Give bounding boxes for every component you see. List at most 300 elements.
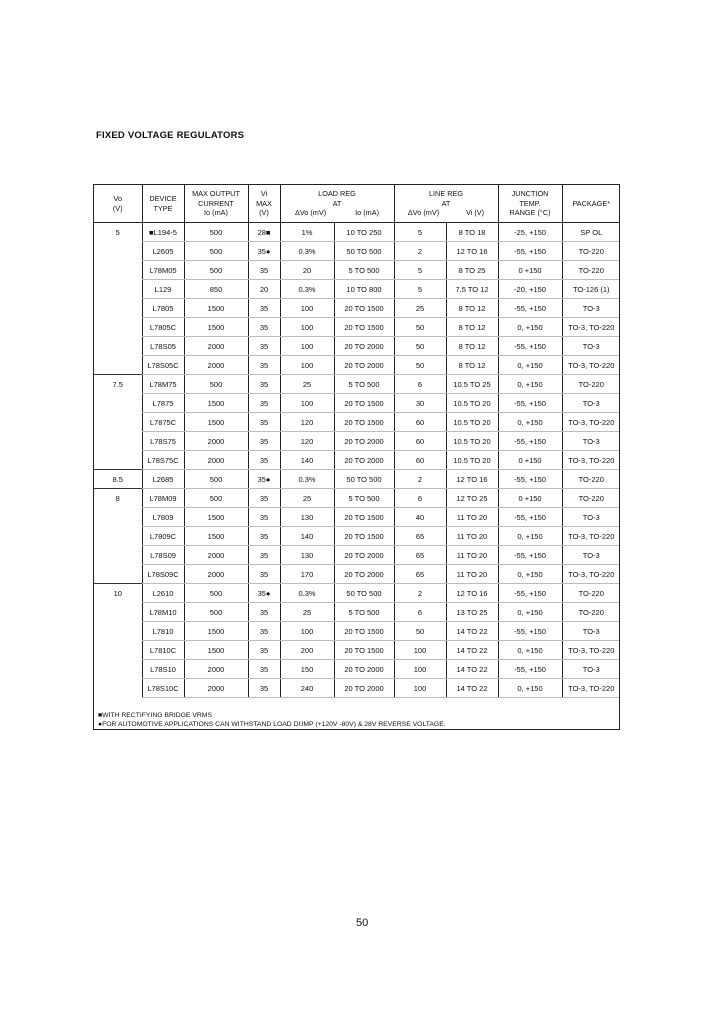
cell-load-io: 10 TO 800	[334, 280, 394, 299]
table-row	[94, 318, 620, 337]
cell-temp: 0, +150	[498, 375, 562, 394]
cell-line-vi: 8 TO 12	[446, 318, 498, 337]
cell-device: L7810C	[142, 641, 184, 660]
cell-maxout: 850	[184, 280, 248, 299]
cell-maxout: 500	[184, 242, 248, 261]
cell-device: ■L194-5	[142, 223, 184, 242]
cell-line-dv: 40	[394, 508, 446, 527]
cell-maxout: 1500	[184, 622, 248, 641]
cell-vi: 35●	[248, 470, 280, 489]
cell-vi: 35	[248, 565, 280, 584]
cell-load-io: 50 TO 500	[334, 242, 394, 261]
cell-temp: -55, +150	[498, 660, 562, 679]
cell-package: TO-3	[562, 660, 620, 679]
cell-temp: -55, +150	[498, 394, 562, 413]
cell-vo	[94, 299, 142, 318]
cell-temp: -55, +150	[498, 242, 562, 261]
cell-line-vi: 10.5 TO 20	[446, 413, 498, 432]
table-row	[94, 261, 620, 280]
header-line-vi: Vi (V)	[465, 208, 485, 218]
table-row	[94, 508, 620, 527]
header-vi-max	[248, 185, 280, 223]
cell-package: TO-3, TO-220	[562, 679, 620, 698]
cell-vi: 28■	[248, 223, 280, 242]
cell-package: TO-3, TO-220	[562, 451, 620, 470]
table-row	[94, 375, 620, 394]
cell-load-io: 5 TO 500	[334, 489, 394, 508]
table-row	[94, 470, 620, 489]
cell-line-vi: 12 TO 16	[446, 584, 498, 603]
cell-load-dv: 130	[280, 546, 334, 565]
cell-load-io: 20 TO 1500	[334, 318, 394, 337]
cell-temp: 0, +150	[498, 413, 562, 432]
cell-vo	[94, 413, 142, 432]
cell-line-dv: 60	[394, 451, 446, 470]
cell-load-io: 20 TO 1500	[334, 299, 394, 318]
cell-line-dv: 100	[394, 679, 446, 698]
header-vi-line2: MAX	[256, 198, 272, 208]
cell-device: L78M10	[142, 603, 184, 622]
cell-temp: 0 +150	[498, 261, 562, 280]
header-junction-temp	[498, 185, 562, 223]
cell-device: L78S05	[142, 337, 184, 356]
cell-temp: -55, +150	[498, 299, 562, 318]
cell-line-vi: 7.5 TO 12	[446, 280, 498, 299]
cell-maxout: 1500	[184, 394, 248, 413]
header-package-label: PACKAGE*	[572, 198, 611, 208]
cell-maxout: 2000	[184, 546, 248, 565]
cell-maxout: 2000	[184, 451, 248, 470]
cell-vo	[94, 451, 142, 470]
cell-package: TO-3, TO-220	[562, 565, 620, 584]
cell-vi: 35	[248, 318, 280, 337]
cell-load-io: 20 TO 1500	[334, 413, 394, 432]
cell-vi: 35	[248, 622, 280, 641]
cell-line-vi: 14 TO 22	[446, 622, 498, 641]
cell-load-io: 20 TO 1500	[334, 641, 394, 660]
cell-temp: -55, +150	[498, 432, 562, 451]
note-automotive: ●FOR AUTOMOTIVE APPLICATIONS CAN WITHSTAND LOAD DUMP (+120V -80V) & 28V REVERSE VOLTAGE.	[98, 721, 446, 728]
table-row	[94, 432, 620, 451]
header-max-output-line1: MAX OUTPUT	[192, 189, 240, 199]
cell-temp: -55, +150	[498, 508, 562, 527]
cell-device: L78S09	[142, 546, 184, 565]
table-notes	[98, 711, 446, 729]
cell-load-io: 10 TO 250	[334, 223, 394, 242]
cell-package: TO-3	[562, 508, 620, 527]
table-row	[94, 546, 620, 565]
table-row	[94, 584, 620, 603]
cell-temp: 0, +150	[498, 356, 562, 375]
cell-device: L7809	[142, 508, 184, 527]
header-line-reg	[394, 185, 498, 223]
cell-temp: -20, +150	[498, 280, 562, 299]
cell-device: L78S75	[142, 432, 184, 451]
header-vo-unit: (V)	[112, 203, 123, 213]
cell-vo	[94, 622, 142, 641]
cell-vi: 35	[248, 356, 280, 375]
cell-maxout: 1500	[184, 508, 248, 527]
cell-maxout: 500	[184, 470, 248, 489]
cell-maxout: 500	[184, 261, 248, 280]
cell-maxout: 500	[184, 584, 248, 603]
header-load-line1: LOAD REG	[318, 189, 356, 199]
header-load-line2: AT	[332, 198, 342, 208]
cell-load-dv: 100	[280, 299, 334, 318]
table-row	[94, 641, 620, 660]
cell-vi: 35	[248, 413, 280, 432]
cell-device: L78S10C	[142, 679, 184, 698]
cell-vo	[94, 337, 142, 356]
cell-vo	[94, 546, 142, 565]
cell-vi: 35	[248, 508, 280, 527]
cell-line-dv: 2	[394, 242, 446, 261]
header-line-dvo: ΔVo (mV)	[407, 208, 440, 218]
cell-package: TO-220	[562, 603, 620, 622]
cell-package: TO-3	[562, 337, 620, 356]
table-row	[94, 527, 620, 546]
cell-load-io: 50 TO 500	[334, 470, 394, 489]
cell-line-dv: 100	[394, 660, 446, 679]
header-load-io: Io (mA)	[355, 208, 380, 218]
cell-vi: 35	[248, 603, 280, 622]
header-line-line1: LINE REG	[428, 189, 464, 199]
cell-line-dv: 2	[394, 584, 446, 603]
cell-maxout: 1500	[184, 527, 248, 546]
cell-package: TO-220	[562, 584, 620, 603]
cell-load-io: 20 TO 2000	[334, 679, 394, 698]
cell-temp: 0, +150	[498, 565, 562, 584]
cell-vi: 35●	[248, 242, 280, 261]
cell-load-dv: 0.3%	[280, 280, 334, 299]
cell-temp: -55, +150	[498, 546, 562, 565]
cell-package: SP OL	[562, 223, 620, 242]
cell-device: L7809C	[142, 527, 184, 546]
table-row	[94, 489, 620, 508]
header-vi-line1: Vi	[260, 189, 268, 199]
cell-load-io: 20 TO 2000	[334, 565, 394, 584]
cell-load-dv: 25	[280, 603, 334, 622]
table-row	[94, 565, 620, 584]
table-row	[94, 280, 620, 299]
cell-vo: 10	[94, 584, 142, 603]
header-vi-line3: (V)	[259, 208, 269, 218]
cell-temp: -55, +150	[498, 470, 562, 489]
cell-vo	[94, 527, 142, 546]
cell-maxout: 1500	[184, 299, 248, 318]
header-line-line2: AT	[441, 198, 451, 208]
header-max-output-line2: CURRENT	[198, 198, 234, 208]
cell-line-vi: 11 TO 20	[446, 546, 498, 565]
cell-package: TO-220	[562, 470, 620, 489]
cell-maxout: 2000	[184, 565, 248, 584]
cell-load-dv: 100	[280, 622, 334, 641]
cell-line-vi: 10.5 TO 20	[446, 451, 498, 470]
cell-load-io: 20 TO 2000	[334, 660, 394, 679]
cell-load-dv: 100	[280, 337, 334, 356]
cell-load-dv: 140	[280, 527, 334, 546]
page-title: FIXED VOLTAGE REGULATORS	[96, 130, 245, 141]
cell-load-io: 20 TO 2000	[334, 451, 394, 470]
cell-vo	[94, 641, 142, 660]
header-max-output-line3: Io (mA)	[204, 208, 228, 218]
cell-package: TO-220	[562, 489, 620, 508]
cell-line-vi: 12 TO 16	[446, 242, 498, 261]
cell-line-vi: 10.5 TO 20	[446, 432, 498, 451]
header-load-dvo: ΔVo (mV)	[294, 208, 327, 218]
header-max-output	[184, 185, 248, 223]
cell-load-io: 20 TO 2000	[334, 432, 394, 451]
cell-vo: 8	[94, 489, 142, 508]
table-row	[94, 242, 620, 261]
cell-line-vi: 8 TO 12	[446, 356, 498, 375]
cell-line-vi: 8 TO 18	[446, 223, 498, 242]
cell-package: TO-3, TO-220	[562, 318, 620, 337]
cell-vo	[94, 679, 142, 698]
header-device-line2: TYPE	[153, 203, 173, 213]
cell-line-vi: 14 TO 22	[446, 660, 498, 679]
cell-vo	[94, 565, 142, 584]
cell-vi: 35	[248, 660, 280, 679]
cell-package: TO-3, TO-220	[562, 356, 620, 375]
header-junction-line1: JUNCTION	[511, 189, 549, 199]
cell-load-dv: 150	[280, 660, 334, 679]
cell-vi: 35	[248, 375, 280, 394]
cell-device: L78S05C	[142, 356, 184, 375]
cell-line-dv: 5	[394, 223, 446, 242]
cell-vi: 35	[248, 546, 280, 565]
cell-line-dv: 2	[394, 470, 446, 489]
cell-vo	[94, 356, 142, 375]
cell-line-dv: 65	[394, 546, 446, 565]
cell-line-dv: 50	[394, 356, 446, 375]
cell-line-vi: 14 TO 22	[446, 679, 498, 698]
cell-temp: -55, +150	[498, 337, 562, 356]
cell-line-vi: 8 TO 12	[446, 299, 498, 318]
cell-load-dv: 130	[280, 508, 334, 527]
cell-vi: 35	[248, 394, 280, 413]
cell-line-vi: 13 TO 25	[446, 603, 498, 622]
cell-package: TO-3, TO-220	[562, 641, 620, 660]
cell-temp: 0, +150	[498, 603, 562, 622]
cell-line-vi: 14 TO 22	[446, 641, 498, 660]
cell-load-io: 5 TO 500	[334, 375, 394, 394]
cell-line-dv: 5	[394, 261, 446, 280]
cell-vo	[94, 660, 142, 679]
cell-device: L7805	[142, 299, 184, 318]
cell-maxout: 2000	[184, 660, 248, 679]
cell-vo	[94, 280, 142, 299]
cell-package: TO-220	[562, 261, 620, 280]
cell-line-vi: 10.5 TO 25	[446, 375, 498, 394]
cell-device: L129	[142, 280, 184, 299]
cell-load-io: 20 TO 2000	[334, 546, 394, 565]
cell-load-dv: 120	[280, 413, 334, 432]
table-row	[94, 679, 620, 698]
cell-vo	[94, 394, 142, 413]
cell-line-dv: 65	[394, 565, 446, 584]
table-header-row	[94, 185, 620, 223]
cell-line-vi: 12 TO 16	[446, 470, 498, 489]
cell-package: TO-3	[562, 299, 620, 318]
cell-load-io: 50 TO 500	[334, 584, 394, 603]
cell-vi: 20	[248, 280, 280, 299]
cell-maxout: 500	[184, 223, 248, 242]
cell-line-dv: 65	[394, 527, 446, 546]
table-row	[94, 356, 620, 375]
cell-line-dv: 6	[394, 375, 446, 394]
cell-load-io: 20 TO 1500	[334, 527, 394, 546]
cell-package: TO-3, TO-220	[562, 527, 620, 546]
cell-line-dv: 25	[394, 299, 446, 318]
cell-line-vi: 8 TO 25	[446, 261, 498, 280]
header-package	[562, 185, 620, 223]
cell-line-dv: 50	[394, 622, 446, 641]
cell-line-dv: 5	[394, 280, 446, 299]
cell-vo	[94, 432, 142, 451]
cell-temp: 0 +150	[498, 451, 562, 470]
cell-load-io: 5 TO 500	[334, 603, 394, 622]
cell-vi: 35●	[248, 584, 280, 603]
cell-line-dv: 100	[394, 641, 446, 660]
cell-device: L78M75	[142, 375, 184, 394]
cell-maxout: 2000	[184, 356, 248, 375]
cell-maxout: 500	[184, 489, 248, 508]
cell-temp: -55, +150	[498, 584, 562, 603]
cell-vi: 35	[248, 299, 280, 318]
cell-line-dv: 50	[394, 318, 446, 337]
cell-load-io: 20 TO 2000	[334, 356, 394, 375]
table-row	[94, 603, 620, 622]
cell-vo	[94, 242, 142, 261]
cell-maxout: 1500	[184, 641, 248, 660]
cell-package: TO-3	[562, 432, 620, 451]
header-load-reg	[280, 185, 394, 223]
cell-temp: 0, +150	[498, 527, 562, 546]
cell-package: TO-220	[562, 242, 620, 261]
header-vo-label: Vo	[113, 194, 123, 203]
header-vo	[94, 185, 142, 223]
cell-load-dv: 240	[280, 679, 334, 698]
cell-temp: 0, +150	[498, 679, 562, 698]
cell-device: L7875C	[142, 413, 184, 432]
cell-load-io: 20 TO 1500	[334, 394, 394, 413]
cell-line-vi: 8 TO 12	[446, 337, 498, 356]
cell-vi: 35	[248, 641, 280, 660]
header-device-line1: DEVICE	[149, 194, 177, 203]
cell-load-dv: 120	[280, 432, 334, 451]
cell-line-dv: 30	[394, 394, 446, 413]
cell-load-io: 20 TO 1500	[334, 622, 394, 641]
cell-maxout: 2000	[184, 679, 248, 698]
regulators-table	[94, 185, 620, 698]
cell-load-dv: 100	[280, 356, 334, 375]
cell-vi: 35	[248, 451, 280, 470]
cell-vi: 35	[248, 527, 280, 546]
cell-package: TO-220	[562, 375, 620, 394]
cell-load-dv: 140	[280, 451, 334, 470]
cell-load-dv: 170	[280, 565, 334, 584]
table-row	[94, 622, 620, 641]
cell-load-dv: 1%	[280, 223, 334, 242]
header-junction-line2: TEMP.	[519, 198, 541, 208]
table-row	[94, 337, 620, 356]
cell-device: L7805C	[142, 318, 184, 337]
cell-device: L7875	[142, 394, 184, 413]
cell-load-dv: 0.3%	[280, 242, 334, 261]
cell-vi: 35	[248, 679, 280, 698]
cell-device: L2685	[142, 470, 184, 489]
cell-load-io: 20 TO 1500	[334, 508, 394, 527]
table-row	[94, 223, 620, 242]
cell-maxout: 500	[184, 375, 248, 394]
cell-vo	[94, 318, 142, 337]
cell-vo: 5	[115, 227, 120, 237]
cell-package: TO-126 (1)	[562, 280, 620, 299]
cell-temp: -55, +150	[498, 622, 562, 641]
cell-line-dv: 60	[394, 432, 446, 451]
cell-package: TO-3	[562, 546, 620, 565]
cell-line-vi: 11 TO 20	[446, 527, 498, 546]
cell-device: L78S10	[142, 660, 184, 679]
cell-load-dv: 0.3%	[280, 584, 334, 603]
cell-load-dv: 200	[280, 641, 334, 660]
table-row	[94, 660, 620, 679]
cell-maxout: 1500	[184, 318, 248, 337]
table-row	[94, 299, 620, 318]
cell-vo	[94, 603, 142, 622]
cell-device: L2610	[142, 584, 184, 603]
cell-temp: 0, +150	[498, 641, 562, 660]
cell-line-vi: 10.5 TO 20	[446, 394, 498, 413]
cell-package: TO-3	[562, 394, 620, 413]
cell-vo	[94, 508, 142, 527]
cell-vo	[94, 261, 142, 280]
cell-device: L78M09	[142, 489, 184, 508]
cell-vi: 35	[248, 489, 280, 508]
cell-temp: 0 +150	[498, 489, 562, 508]
cell-maxout: 2000	[184, 432, 248, 451]
cell-package: TO-3	[562, 622, 620, 641]
cell-device: L7810	[142, 622, 184, 641]
cell-vo: 8.5	[94, 470, 142, 489]
table-row	[94, 451, 620, 470]
cell-line-vi: 12 TO 25	[446, 489, 498, 508]
cell-line-dv: 60	[394, 413, 446, 432]
header-junction-line3: RANGE (°C)	[509, 208, 551, 218]
cell-line-dv: 6	[394, 603, 446, 622]
cell-vi: 35	[248, 261, 280, 280]
table-row	[94, 394, 620, 413]
cell-device: L78M05	[142, 261, 184, 280]
cell-load-dv: 25	[280, 489, 334, 508]
cell-maxout: 500	[184, 603, 248, 622]
header-device	[142, 185, 184, 223]
cell-vi: 35	[248, 337, 280, 356]
cell-temp: 0, +150	[498, 318, 562, 337]
cell-load-dv: 0.3%	[280, 470, 334, 489]
cell-load-io: 5 TO 500	[334, 261, 394, 280]
cell-line-dv: 6	[394, 489, 446, 508]
cell-load-dv: 100	[280, 318, 334, 337]
cell-device: L2605	[142, 242, 184, 261]
cell-device: L78S09C	[142, 565, 184, 584]
cell-line-vi: 11 TO 20	[446, 508, 498, 527]
cell-load-dv: 100	[280, 394, 334, 413]
cell-load-io: 20 TO 2000	[334, 337, 394, 356]
cell-line-dv: 50	[394, 337, 446, 356]
cell-temp: -25, +150	[498, 223, 562, 242]
